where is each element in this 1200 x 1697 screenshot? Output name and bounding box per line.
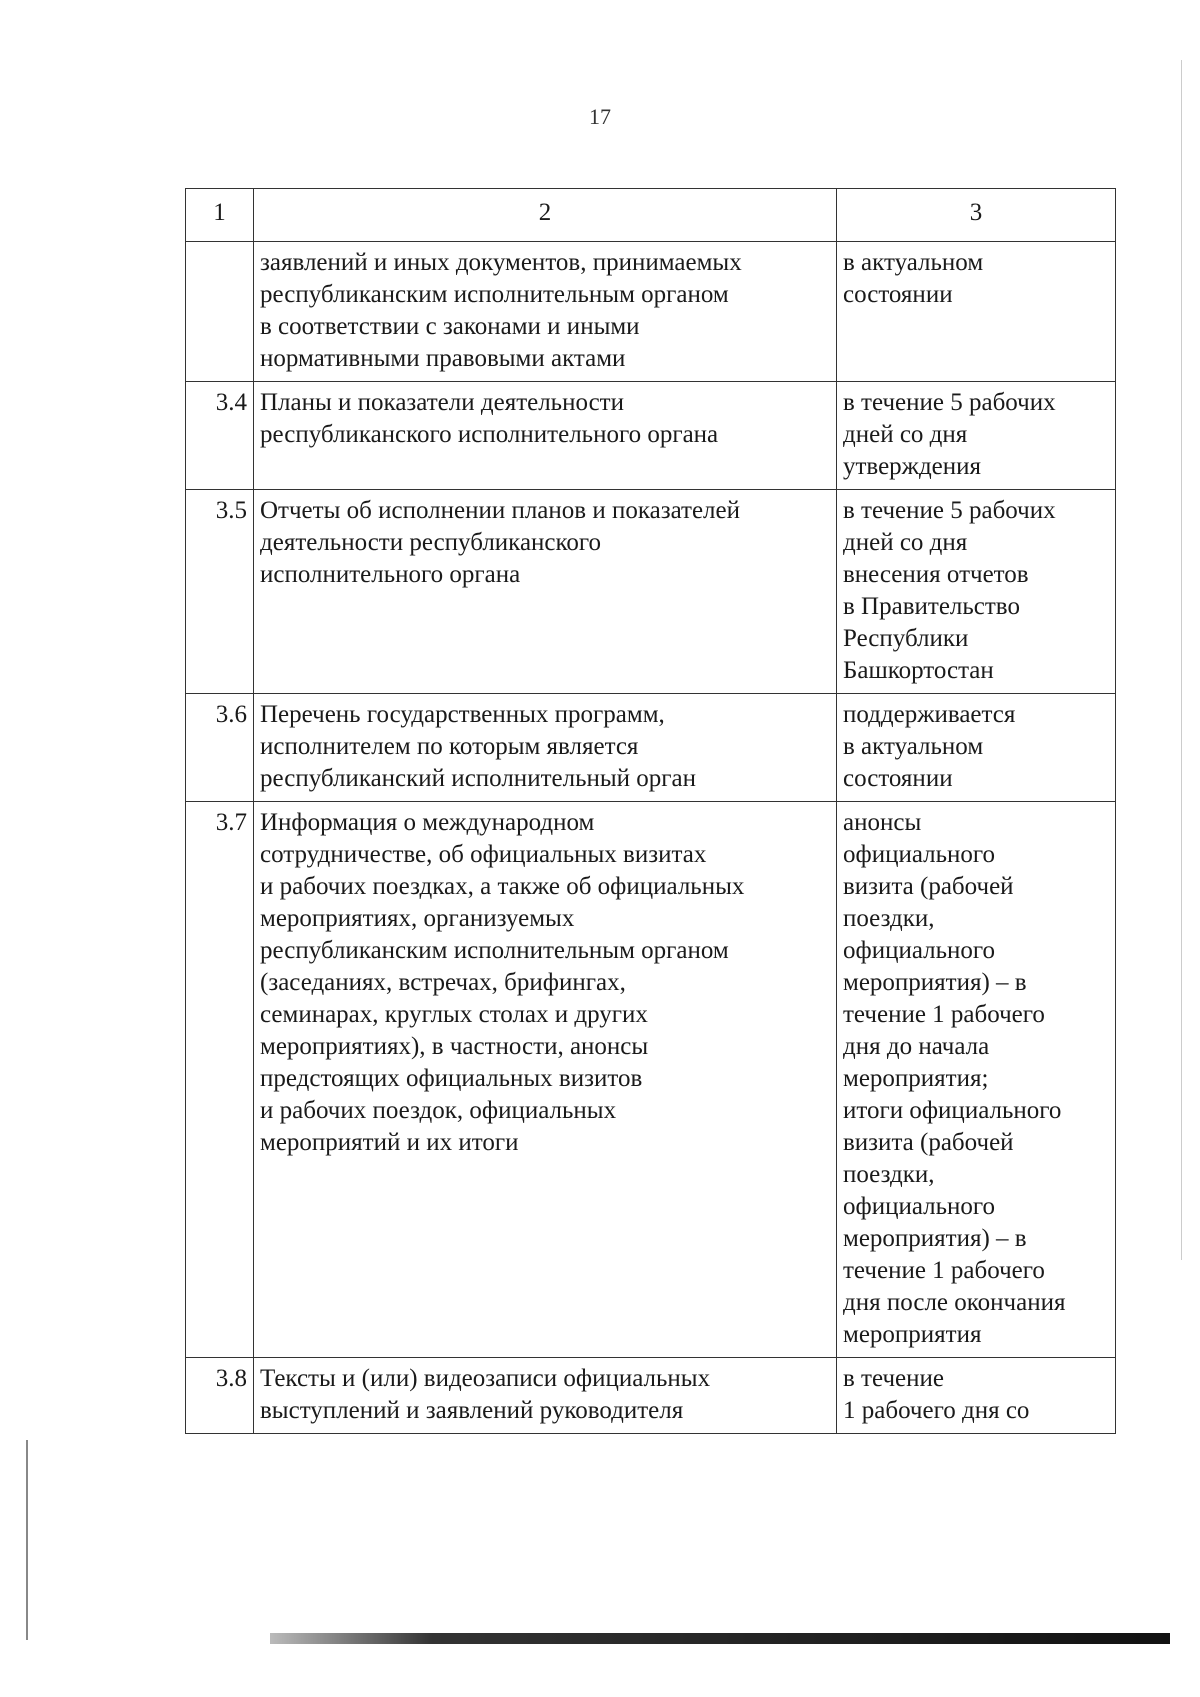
row-description bbox=[254, 802, 837, 1358]
description-line: заявлений и иных документов, принимаемых bbox=[260, 249, 742, 276]
description-line: мероприятиях, организуемых bbox=[260, 905, 575, 932]
description-line: республиканским исполнительным органом bbox=[260, 281, 729, 308]
description-line: (заседаниях, встречах, брифингах, bbox=[260, 969, 626, 996]
description-line: Планы и показатели деятельности bbox=[260, 389, 624, 416]
description-line: мероприятий и их итоги bbox=[260, 1129, 519, 1156]
deadline-line: в актуальном bbox=[843, 733, 984, 760]
description-line: семинарах, круглых столах и других bbox=[260, 1001, 648, 1028]
table-row bbox=[186, 1358, 1116, 1434]
table-row bbox=[186, 242, 1116, 382]
deadline-line: мероприятия) – в bbox=[843, 969, 1027, 996]
description-line: нормативными правовыми актами bbox=[260, 345, 626, 372]
deadline-line: дней со дня bbox=[843, 529, 968, 556]
deadline-line: визита (рабочей bbox=[843, 873, 1014, 900]
table-row bbox=[186, 490, 1116, 694]
description-line: и рабочих поездок, официальных bbox=[260, 1097, 617, 1124]
description-line: деятельности республиканского bbox=[260, 529, 602, 556]
deadline-line: в течение 5 рабочих bbox=[843, 389, 1056, 416]
description-line: предстоящих официальных визитов bbox=[260, 1065, 643, 1092]
row-deadline bbox=[837, 490, 1116, 694]
description-line: в соответствии с законами и иными bbox=[260, 313, 640, 340]
row-number: 3.7 bbox=[186, 802, 254, 1358]
deadline-line: утверждения bbox=[843, 453, 982, 480]
deadline-line: Республики bbox=[843, 625, 969, 652]
description-line: исполнительного органа bbox=[260, 561, 521, 588]
scan-bottom-bar bbox=[270, 1633, 1170, 1644]
deadline-line: официального bbox=[843, 1193, 996, 1220]
deadline-line: состоянии bbox=[843, 765, 953, 792]
table-row bbox=[186, 694, 1116, 802]
scan-edge-left bbox=[26, 1440, 28, 1640]
deadline-line: дня после окончания bbox=[843, 1289, 1066, 1316]
deadline-line: дней со дня bbox=[843, 421, 968, 448]
description-line: сотрудничестве, об официальных визитах bbox=[260, 841, 707, 868]
deadline-line: Башкортостан bbox=[843, 657, 994, 684]
row-number: 3.4 bbox=[186, 382, 254, 490]
description-line: мероприятиях), в частности, анонсы bbox=[260, 1033, 649, 1060]
row-deadline bbox=[837, 1358, 1116, 1434]
deadline-line: течение 1 рабочего bbox=[843, 1257, 1045, 1284]
deadline-line: итоги официального bbox=[843, 1097, 1062, 1124]
deadline-line: мероприятия; bbox=[843, 1065, 989, 1092]
description-line: исполнителем по которым является bbox=[260, 733, 639, 760]
deadline-line: в актуальном bbox=[843, 249, 984, 276]
row-deadline bbox=[837, 694, 1116, 802]
row-description bbox=[254, 694, 837, 802]
scan-edge-right bbox=[1181, 60, 1182, 1260]
table-row bbox=[186, 382, 1116, 490]
row-description bbox=[254, 1358, 837, 1434]
table-header-row bbox=[186, 189, 1116, 242]
description-line: и рабочих поездках, а также об официальных bbox=[260, 873, 745, 900]
deadline-line: анонсы bbox=[843, 809, 922, 836]
deadline-line: состоянии bbox=[843, 281, 953, 308]
header-col-2: 2 bbox=[254, 189, 837, 242]
deadline-line: официального bbox=[843, 937, 996, 964]
deadline-line: в течение 5 рабочих bbox=[843, 497, 1056, 524]
row-description bbox=[254, 242, 837, 382]
row-number bbox=[186, 242, 254, 382]
row-description bbox=[254, 490, 837, 694]
row-number: 3.5 bbox=[186, 490, 254, 694]
row-number: 3.8 bbox=[186, 1358, 254, 1434]
row-deadline bbox=[837, 802, 1116, 1358]
deadline-line: 1 рабочего дня со bbox=[843, 1397, 1030, 1424]
deadline-line: мероприятия) – в bbox=[843, 1225, 1027, 1252]
deadline-line: течение 1 рабочего bbox=[843, 1001, 1045, 1028]
row-deadline bbox=[837, 242, 1116, 382]
table-row bbox=[186, 802, 1116, 1358]
deadline-line: визита (рабочей bbox=[843, 1129, 1014, 1156]
document-table bbox=[185, 188, 1116, 1434]
deadline-line: внесения отчетов bbox=[843, 561, 1029, 588]
description-line: выступлений и заявлений руководителя bbox=[260, 1397, 684, 1424]
description-line: Отчеты об исполнении планов и показателей bbox=[260, 497, 741, 524]
description-line: республиканским исполнительным органом bbox=[260, 937, 729, 964]
description-line: республиканский исполнительный орган bbox=[260, 765, 696, 792]
deadline-line: официального bbox=[843, 841, 996, 868]
deadline-line: в Правительство bbox=[843, 593, 1020, 620]
description-line: Информация о международном bbox=[260, 809, 595, 836]
deadline-line: в течение bbox=[843, 1365, 944, 1392]
header-col-1: 1 bbox=[186, 189, 254, 242]
header-col-3: 3 bbox=[837, 189, 1116, 242]
deadline-line: поездки, bbox=[843, 905, 935, 932]
row-number: 3.6 bbox=[186, 694, 254, 802]
page-number: 17 bbox=[589, 104, 611, 129]
deadline-line: мероприятия bbox=[843, 1321, 982, 1348]
description-line: республиканского исполнительного органа bbox=[260, 421, 719, 448]
row-description bbox=[254, 382, 837, 490]
deadline-line: поездки, bbox=[843, 1161, 935, 1188]
row-deadline bbox=[837, 382, 1116, 490]
description-line: Тексты и (или) видеозаписи официальных bbox=[260, 1365, 711, 1392]
description-line: Перечень государственных программ, bbox=[260, 701, 665, 728]
deadline-line: поддерживается bbox=[843, 701, 1016, 728]
deadline-line: дня до начала bbox=[843, 1033, 990, 1060]
